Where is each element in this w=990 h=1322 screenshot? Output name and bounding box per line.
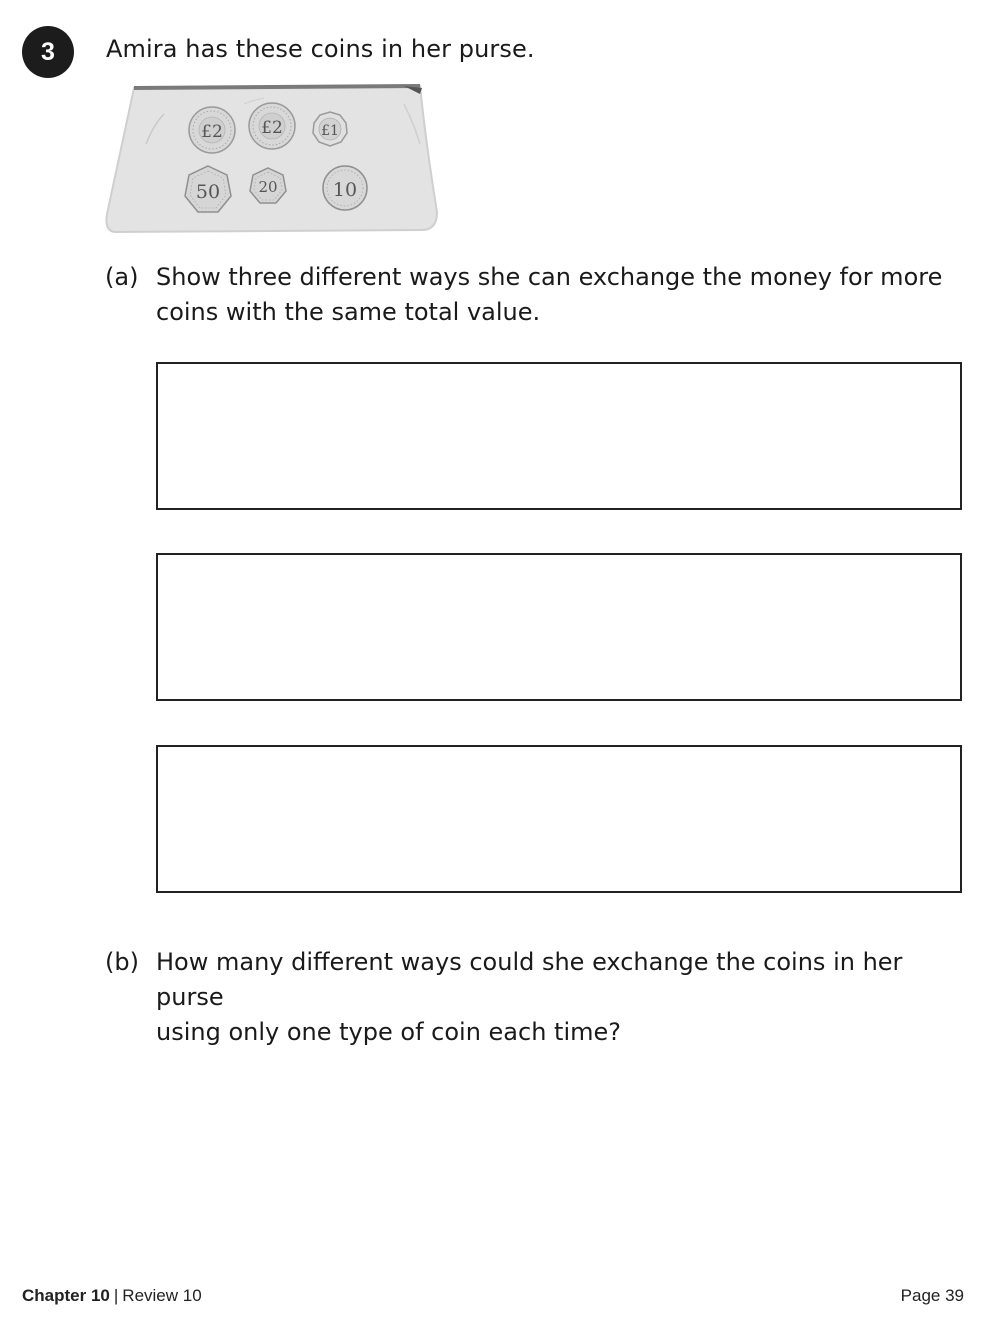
one-pound-coin-icon <box>313 112 347 146</box>
part-b-text-line1: How many different ways could she exchange the coins in her purse <box>156 948 903 1011</box>
coin-label: 20 <box>258 178 278 196</box>
part-a-text-line1: Show three different ways she can exchange the money for more <box>156 263 943 291</box>
answer-box-1[interactable] <box>156 362 962 510</box>
part-b-label: (b) <box>105 948 139 976</box>
question-number: 3 <box>41 37 55 66</box>
coin-label: 10 <box>332 179 358 201</box>
answer-box-2[interactable] <box>156 553 962 701</box>
coin-label: £2 <box>261 118 283 138</box>
part-a-text <box>156 260 956 330</box>
twenty-pence-coin-icon <box>250 168 286 203</box>
question-number-badge <box>22 26 74 78</box>
footer-chapter-info <box>22 1286 202 1306</box>
part-a-text-line2: coins with the same total value. <box>156 298 541 326</box>
footer-separator: | <box>113 1286 119 1305</box>
footer-review: Review 10 <box>122 1286 202 1305</box>
purse-illustration <box>104 84 440 234</box>
part-b-text <box>156 945 956 1050</box>
coin-label: £2 <box>201 122 223 142</box>
fifty-pence-coin-icon <box>185 166 231 212</box>
two-pound-coin-icon <box>189 107 235 153</box>
question-prompt: Amira has these coins in her purse. <box>106 35 535 63</box>
coin-label: £1 <box>321 123 339 139</box>
ten-pence-coin-icon <box>323 166 367 210</box>
two-pound-coin-icon <box>249 103 295 149</box>
part-a-label: (a) <box>105 263 139 291</box>
coin-label: 50 <box>195 181 221 203</box>
part-b-text-line2: using only one type of coin each time? <box>156 1018 621 1046</box>
answer-box-3[interactable] <box>156 745 962 893</box>
footer-chapter: Chapter 10 <box>22 1286 110 1305</box>
page-number: Page 39 <box>900 1286 964 1305</box>
